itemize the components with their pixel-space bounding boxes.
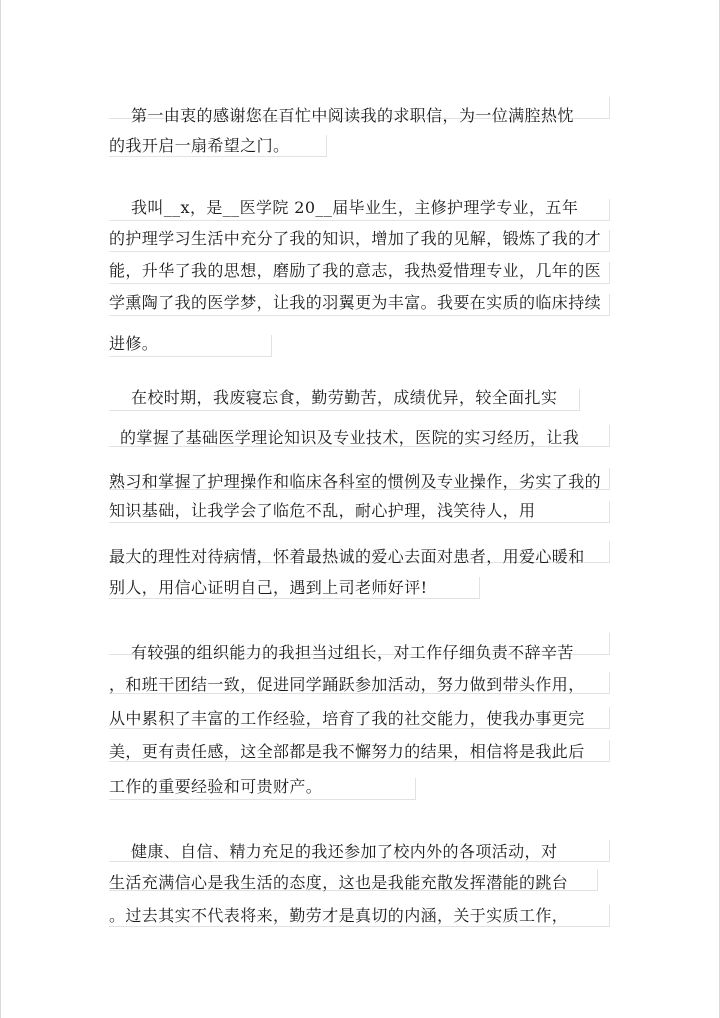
text-line: 的护理学习生活中充分了我的知识，增加了我的见解，锻炼了我的才 (109, 229, 602, 248)
text-line: 能，升华了我的思想，磨励了我的意志，我热爱惜理专业，几年的医 (109, 261, 602, 280)
text-line: 学熏陶了我的医学梦，让我的羽翼更为丰富。我要在实质的临床持续 (109, 293, 602, 312)
text-line: 生活充满信心是我生活的态度，这也是我能充散发挥潜能的跳台 (109, 873, 569, 892)
text-line: 熟习和掌握了护理操作和临床各科室的惯例及专业操作，劣实了我的 (109, 472, 602, 491)
text-line: 的我开启一扇希望之门。 (109, 136, 290, 155)
text-line: 进修。 (109, 334, 159, 353)
text-line: 的掌握了基础医学理论知识及专业技术，医院的实习经历，让我 (109, 428, 580, 447)
text-line: 从中累积了丰富的工作经验，培育了我的社交能力，使我办事更完 (109, 709, 585, 728)
page-edge-left (0, 0, 1, 1018)
text-line: ，和班干团结一致，促进同学踊跃参加活动，努力做到带头作用， (109, 675, 585, 694)
text-line: 工作的重要经验和可贵财产。 (109, 777, 323, 796)
text-line: 别人，用信心证明自己，遇到上司老师好评! (109, 578, 428, 597)
text-line: 第一由衷的感谢您在百忙中阅读我的求职信，为一位满腔热忱 (109, 106, 574, 125)
text-line: 美，更有责任感，这全部都是我不懈努力的结果，相信将是我此后 (109, 742, 585, 761)
text-line: 最大的理性对待病情，怀着最热诚的爱心去面对患者，用爱心暖和 (109, 547, 585, 566)
text-line: 在校时期，我废寝忘食，勤劳勤苦，成绩优异，较全面扎实 (109, 388, 558, 407)
text-line: 。过去其实不代表将来，勤劳才是真切的内涵，关于实质工作， (109, 906, 569, 925)
text-line: 健康、自信、精力充足的我还参加了校内外的各项活动，对 (109, 842, 558, 861)
text-line: 我叫__x，是__医学院 20__届毕业生，主修护理学专业，五年 (109, 198, 579, 217)
text-line: 有较强的组织能力的我担当过组长，对工作仔细负责不辞辛苦 (109, 643, 574, 662)
text-line: 知识基础，让我学会了临危不乱，耐心护理，浅笑待人，用 (109, 501, 536, 520)
